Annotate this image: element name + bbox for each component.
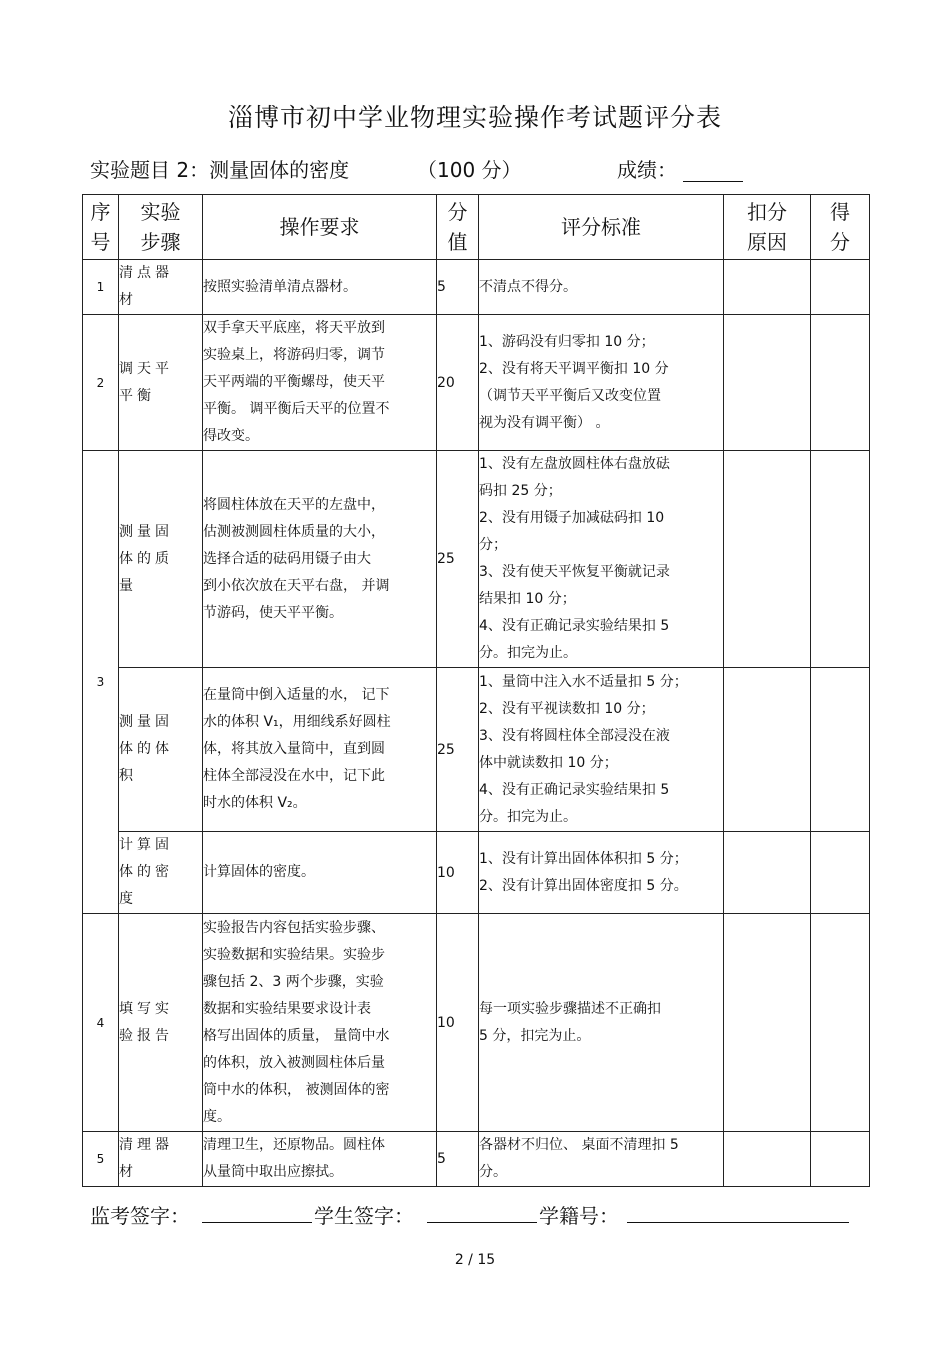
row-score-cell[interactable] [811,668,870,832]
row-requirement: 按照实验清单清点器材。 [203,260,437,315]
student-id-label: 学籍号： [539,1204,619,1228]
table-row [83,914,870,1132]
student-signature-label: 学生签字： [314,1204,414,1228]
header-number: 序 号 [83,195,119,260]
row-step: 测量固 体的质 量 [119,451,203,668]
row-deduction-reason-cell[interactable] [724,315,811,451]
row-number: 1 [83,260,119,315]
proctor-signature-label: 监考签字： [90,1204,190,1228]
row-points: 5 [437,260,479,315]
row-points: 25 [437,451,479,668]
row-points: 10 [437,914,479,1132]
row-criteria: 1、没有左盘放圆柱体右盘放砝 码扣 25 分； 2、没有用镊子加减砝码扣 10 分； 3、没有使天平恢复平衡就记录 结果扣 10 分； 4、没有正确记录实验结果扣 5 分。扣完为止。 [479,451,724,668]
row-points: 25 [437,668,479,832]
row-criteria: 1、没有计算出固体体积扣 5 分； 2、没有计算出固体密度扣 5 分。 [479,832,724,914]
row-step: 测量固 体的体 积 [119,668,203,832]
table-row [83,1132,870,1187]
row-step: 计算固 体的密 度 [119,832,203,914]
header-points: 分 值 [437,195,479,260]
row-score-cell[interactable] [811,315,870,451]
row-step: 填写实 验报告 [119,914,203,1132]
row-number: 5 [83,1132,119,1187]
row-deduction-reason-cell[interactable] [724,260,811,315]
row-deduction-reason-cell[interactable] [724,451,811,668]
row-score-cell[interactable] [811,1132,870,1187]
header-score: 得 分 [811,195,870,260]
table-header-row [83,195,870,260]
row-deduction-reason-cell[interactable] [724,668,811,832]
row-score-cell[interactable] [811,451,870,668]
row-requirement: 双手拿天平底座，将天平放到 实验桌上，将游码归零，调节 天平两端的平衡螺母，使天平 平衡。 调平衡后天平的位置不 得改变。 [203,315,437,451]
header-step: 实验 步骤 [119,195,203,260]
proctor-signature-line[interactable] [202,1222,312,1223]
row-score-cell[interactable] [811,914,870,1132]
row-number: 3 [83,451,119,914]
row-criteria: 每一项实验步骤描述不正确扣 5 分，扣完为止。 [479,914,724,1132]
row-requirement: 实验报告内容包括实验步骤、 实验数据和实验结果。实验步 骤包括 2、3 两个步骤，实验 数据和实验结果要求设计表 格写出固体的质量， 量筒中水 的体积，放入被测圆柱体后量 筒中水的体积， 被测固体的密 度。 [203,914,437,1132]
row-requirement: 在量筒中倒入适量的水， 记下 水的体积 V₁，用细线系好圆柱 体，将其放入量筒中，直到圆 柱体全部浸没在水中，记下此 时水的体积 V₂。 [203,668,437,832]
row-number: 4 [83,914,119,1132]
page-number: 2 / 15 [454,1252,496,1268]
header-deduction-reason: 扣分 原因 [724,195,811,260]
row-requirement: 清理卫生，还原物品。圆柱体 从量筒中取出应擦拭。 [203,1132,437,1187]
total-points: （100 分） [417,158,522,182]
row-deduction-reason-cell[interactable] [724,914,811,1132]
scoring-table [82,194,870,1187]
table-row [83,832,870,914]
row-number: 2 [83,315,119,451]
score-blank-line [683,181,743,182]
row-score-cell[interactable] [811,832,870,914]
row-step: 调天平 平衡 [119,315,203,451]
header-requirement: 操作要求 [203,195,437,260]
student-id-line[interactable] [627,1222,849,1223]
table-row [83,260,870,315]
row-requirement: 计算固体的密度。 [203,832,437,914]
row-points: 10 [437,832,479,914]
row-deduction-reason-cell[interactable] [724,832,811,914]
student-signature-line[interactable] [427,1222,537,1223]
experiment-subject: 实验题目 2：测量固体的密度 [90,158,350,182]
table-row [83,668,870,832]
document-title: 淄博市初中学业物理实验操作考试题评分表 [227,103,722,132]
row-points: 20 [437,315,479,451]
row-points: 5 [437,1132,479,1187]
row-step: 清点器 材 [119,260,203,315]
row-criteria: 不清点不得分。 [479,260,724,315]
row-score-cell[interactable] [811,260,870,315]
row-deduction-reason-cell[interactable] [724,1132,811,1187]
row-criteria: 1、游码没有归零扣 10 分； 2、没有将天平调平衡扣 10 分 （调节天平平衡后又改变位置 视为没有调平衡） 。 [479,315,724,451]
table-row [83,451,870,668]
row-step: 清理器 材 [119,1132,203,1187]
row-requirement: 将圆柱体放在天平的左盘中， 估测被测圆柱体质量的大小， 选择合适的砝码用镊子由大 到小依次放在天平右盘， 并调 节游码，使天平平衡。 [203,451,437,668]
table-row [83,315,870,451]
row-criteria: 1、量筒中注入水不适量扣 5 分； 2、没有平视读数扣 10 分； 3、没有将圆柱体全部浸没在液 体中就读数扣 10 分； 4、没有正确记录实验结果扣 5 分。扣完为止。 [479,668,724,832]
row-criteria: 各器材不归位、 桌面不清理扣 5 分。 [479,1132,724,1187]
header-criteria: 评分标准 [479,195,724,260]
score-label: 成绩： [617,158,677,182]
